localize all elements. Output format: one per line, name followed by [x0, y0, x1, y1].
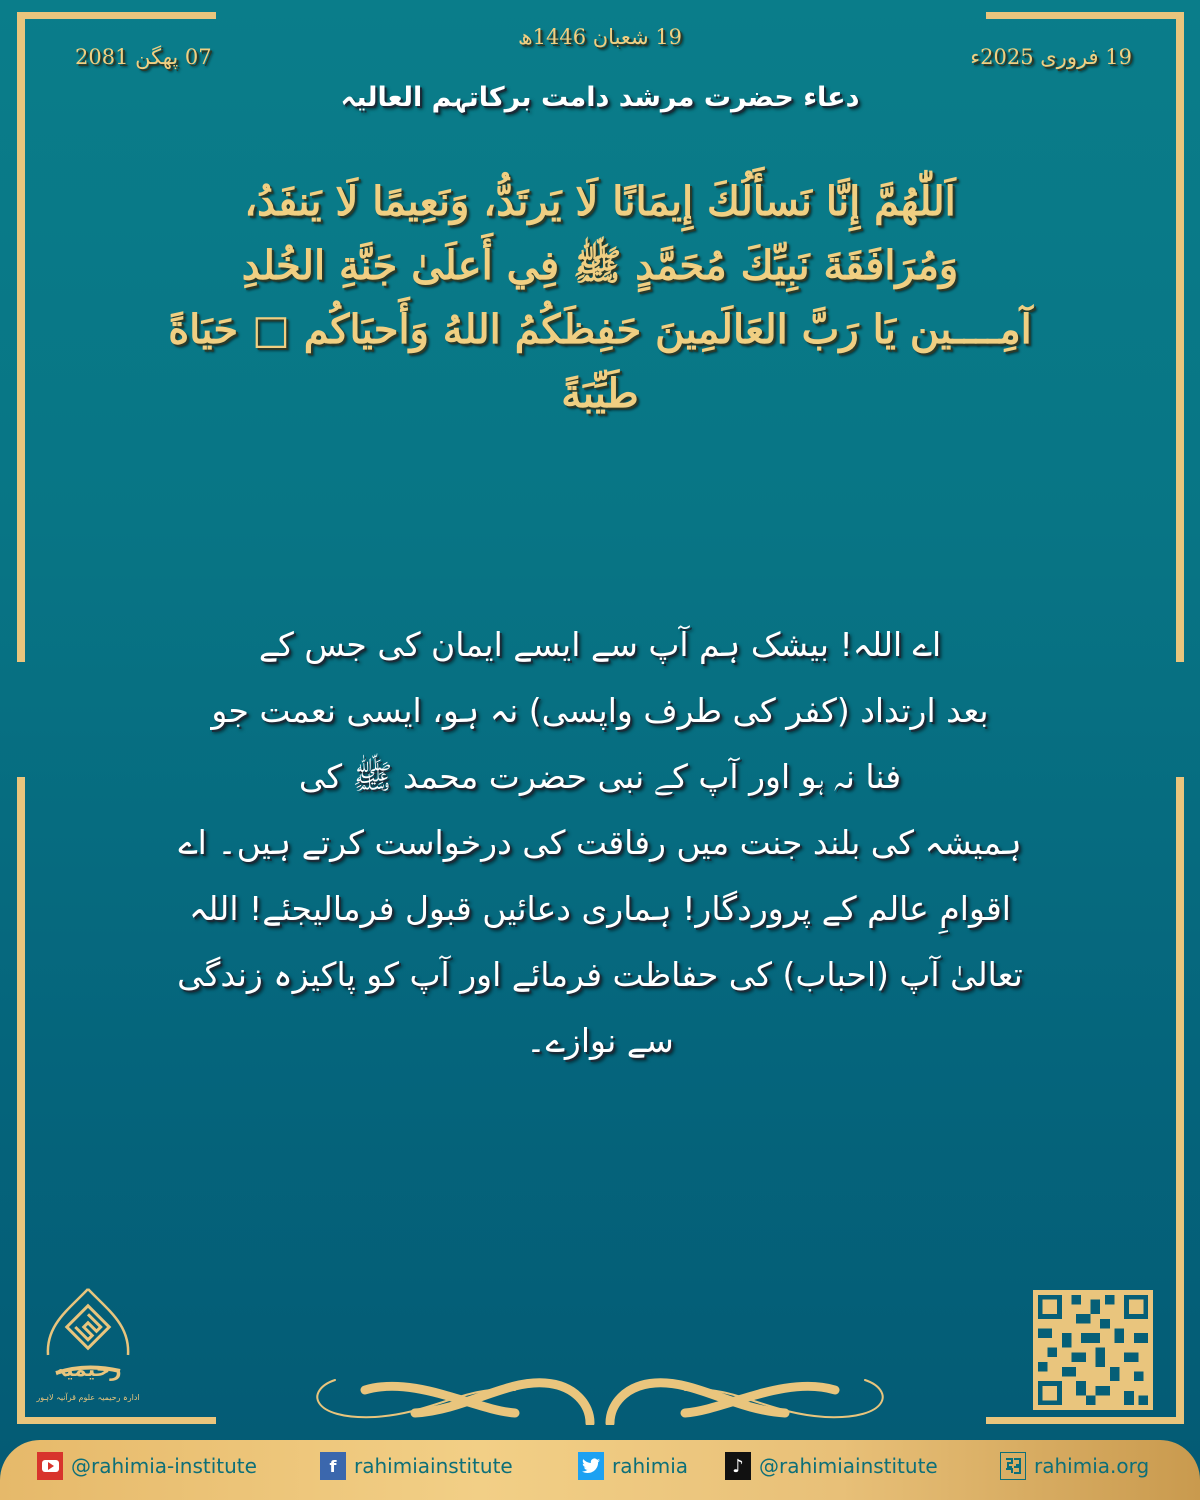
logo-subtext: ادارہ رحیمیہ علوم قرآنیہ لاہور — [36, 1393, 140, 1402]
ornament-divider-icon — [305, 1365, 895, 1425]
tiktok-icon: ♪ — [725, 1452, 751, 1480]
tiktok-link[interactable] — [725, 1452, 938, 1480]
page-title: دعاء حضرت مرشد دامت برکاتہم العالیہ — [340, 82, 860, 113]
arabic-line-3: آمِــــين يَا رَبَّ العَالَمِينَ حَفِظَكُمُ اللهُ وَأَحيَاكُم □ حَيَاةً — [168, 306, 1032, 353]
twitter-icon — [578, 1452, 604, 1480]
frame-bottom-right-h — [986, 1417, 1184, 1424]
urdu-line-1: اے اللہ! بیشک ہم آپ سے ایسے ایمان کی جس کے — [258, 625, 942, 664]
urdu-line-6: تعالیٰ آپ (احباب) کی حفاظت فرمائے اور آپ کو پاکیزہ زندگی — [177, 955, 1023, 994]
arabic-line-2: وَمُرَافَقَةَ نَبِيِّكَ مُحَمَّدٍ ﷺ فِي أَعلَىٰ جَنَّةِ الخُلدِ — [241, 242, 959, 289]
frame-bottom-left-h — [17, 1417, 216, 1424]
urdu-line-7: سے نوازے۔ — [526, 1021, 674, 1060]
frame-left-lower — [17, 777, 25, 1424]
frame-right-lower — [1176, 777, 1184, 1424]
logo-text: رحیمیہ — [54, 1357, 122, 1381]
date-hijri: 19 شعبان 1446ھ — [517, 25, 683, 49]
youtube-link[interactable] — [37, 1452, 257, 1480]
arabic-line-1: اَللّٰهُمَّ إِنَّا نَسأَلُكَ إِيمَانًا لَا يَرتَدُّ، وَنَعِيمًا لَا يَنفَدُ، — [244, 178, 956, 225]
urdu-line-4: ہمیشہ کی بلند جنت میں رفاقت کی درخواست کرتے ہیں۔ اے — [178, 823, 1022, 862]
qr-code[interactable] — [1033, 1290, 1153, 1410]
rahimia-logo — [38, 1285, 138, 1415]
arabic-line-4: طَيِّبَةً — [561, 370, 639, 417]
date-bikrami: 07 پھگن 2081 — [75, 45, 212, 69]
website-url: rahimia.org — [1034, 1454, 1150, 1478]
urdu-line-3: فنا نہ ہو اور آپ کے نبی حضرت محمد ﷺ کی — [298, 757, 902, 796]
tiktok-handle: @rahimiainstitute — [759, 1454, 938, 1478]
frame-top-right-h — [986, 12, 1184, 19]
website-logo-icon — [1000, 1452, 1026, 1480]
urdu-line-5: اقوامِ عالم کے پروردگار! ہماری دعائیں قبول فرمالیجئے! اللہ — [189, 889, 1011, 928]
twitter-handle: rahimia — [612, 1454, 689, 1478]
website-link[interactable] — [1000, 1452, 1149, 1480]
date-gregorian: 19 فروری 2025ء — [970, 45, 1132, 69]
urdu-line-2: بعد ارتداد (کفر کی طرف واپسی) نہ ہو، ایسی نعمت جو — [211, 691, 989, 730]
youtube-icon — [37, 1452, 63, 1480]
frame-top-left-h — [17, 12, 216, 19]
youtube-handle: @rahimia-institute — [71, 1454, 257, 1478]
facebook-icon: f — [320, 1452, 346, 1480]
twitter-link[interactable] — [578, 1452, 688, 1480]
facebook-handle: rahimiainstitute — [354, 1454, 513, 1478]
urdu-translation — [140, 612, 1060, 1074]
facebook-link[interactable] — [320, 1452, 513, 1480]
arabic-dua — [70, 170, 1130, 426]
